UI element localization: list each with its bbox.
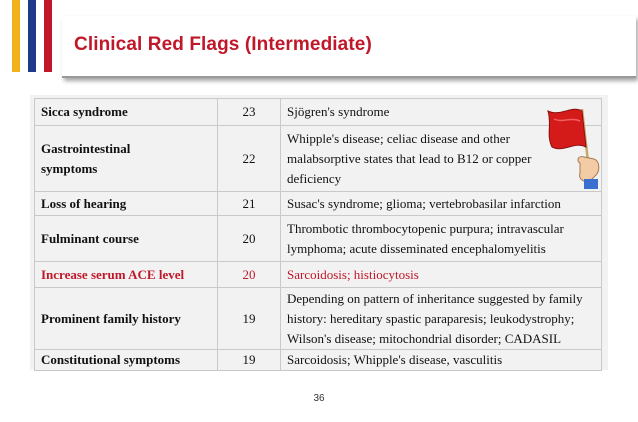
causes-line: Wilson's disease; mitochondrial disorder; CADASIL (287, 330, 562, 346)
red-flag-cell (35, 126, 218, 192)
decorative-stripes (0, 0, 60, 72)
table-row (35, 192, 602, 216)
causes-line: lymphoma; acute disseminated encephalomyelitis (287, 240, 546, 256)
red-flag-cell: Fulminant course (35, 216, 218, 262)
score-cell: 23 (218, 99, 281, 126)
red-flag-cell: Loss of hearing (35, 192, 218, 216)
causes-cell: Sjögren's syndrome (281, 99, 602, 126)
score-cell: 19 (218, 288, 281, 350)
red-flags-table (34, 98, 602, 371)
causes-line: history: hereditary spastic paraparesis; leukodystrophy; (287, 310, 575, 326)
causes-line: Depending on pattern of inheritance suggested by family (287, 290, 583, 306)
causes-line: deficiency (287, 170, 342, 186)
table-row (35, 216, 602, 262)
page-number: 36 (313, 393, 325, 404)
score-cell: 19 (218, 350, 281, 371)
table-row (35, 99, 602, 126)
table-row (35, 126, 602, 192)
red-flag-cell: Sicca syndrome (35, 99, 218, 126)
score-cell: 20 (218, 262, 281, 288)
red-flag-cell: Prominent family history (35, 288, 218, 350)
blue-stripe (28, 0, 36, 72)
causes-cell: Sarcoidosis; histiocytosis (281, 262, 602, 288)
red-flag-icon (542, 101, 604, 189)
causes-line: Thrombotic thrombocytopenic purpura; intravascular (287, 220, 564, 236)
score-cell: 20 (218, 216, 281, 262)
score-cell: 22 (218, 126, 281, 192)
yellow-stripe (12, 0, 20, 72)
causes-cell (281, 288, 602, 350)
slide-title: Clinical Red Flags (Intermediate) (74, 34, 372, 55)
causes-line: malabsorptive states that lead to B12 or copper (287, 150, 532, 166)
causes-cell: Sarcoidosis; Whipple's disease, vasculitis (281, 350, 602, 371)
table-row (35, 288, 602, 350)
table-row-highlighted (35, 262, 602, 288)
table-row (35, 350, 602, 371)
causes-cell (281, 216, 602, 262)
red-stripe (44, 0, 52, 72)
red-flag-line: Gastrointestinal (41, 140, 131, 156)
red-flag-cell: Constitutional symptoms (35, 350, 218, 371)
causes-cell: Susac's syndrome; glioma; vertebrobasilar infarction (281, 192, 602, 216)
red-flag-cell: Increase serum ACE level (35, 262, 218, 288)
red-flag-line: symptoms (41, 160, 98, 176)
score-cell: 21 (218, 192, 281, 216)
causes-line: Whipple's disease; celiac disease and other (287, 130, 510, 146)
red-flags-table-panel (30, 95, 608, 370)
title-card (62, 16, 636, 78)
